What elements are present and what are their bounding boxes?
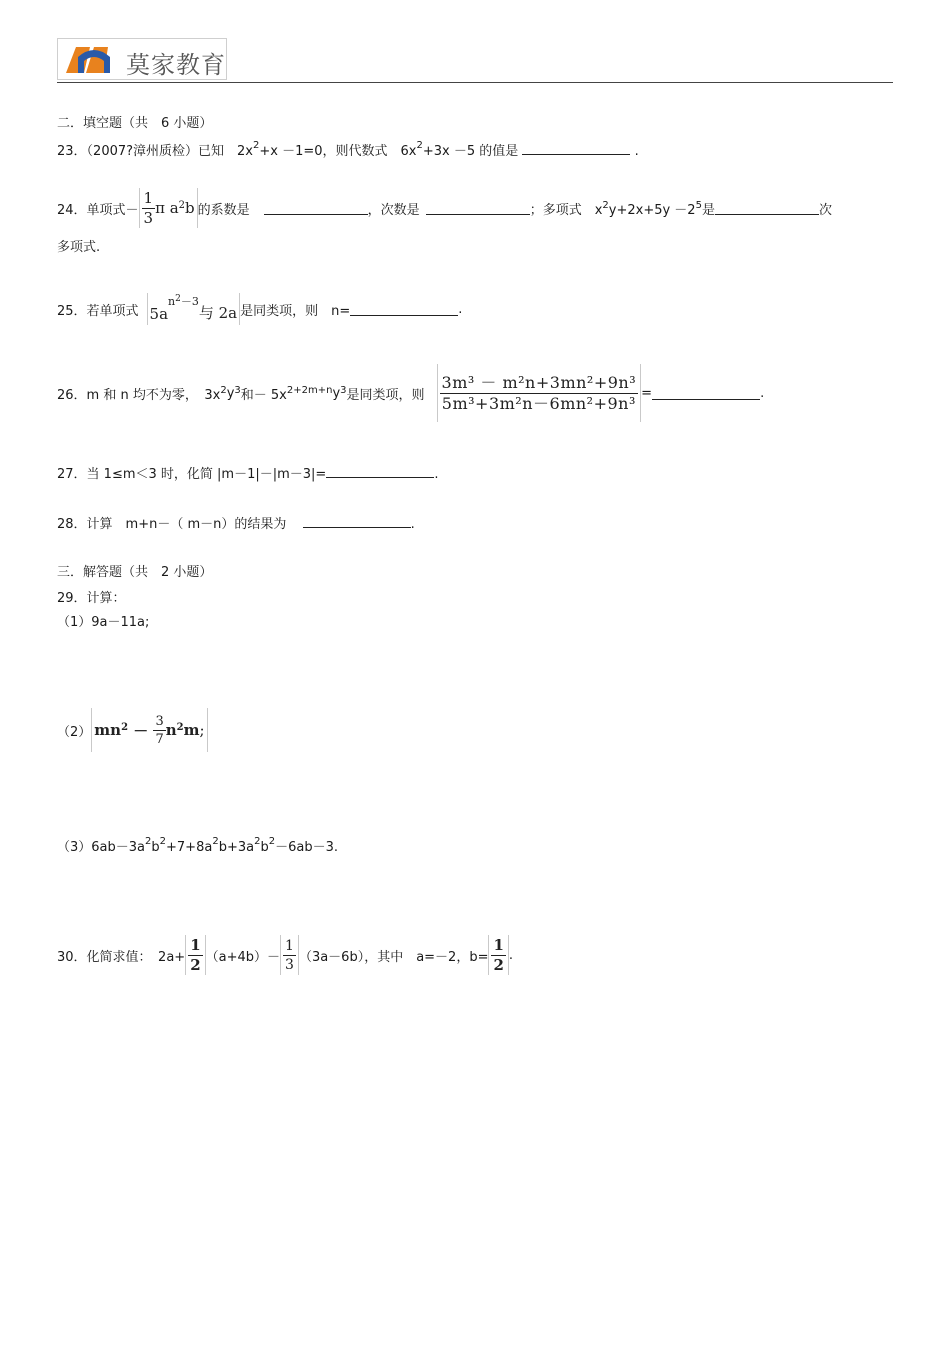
question-25	[57, 294, 462, 324]
q25-img-sup3: －3	[180, 295, 199, 308]
q24-text-a: 24．单项式－	[57, 202, 139, 218]
q29-p3-d: b+3a	[218, 840, 255, 855]
q29-p2-b: n	[165, 721, 177, 739]
q24-monomial-image: $\frac{1}{3}$ π a $^2$ b	[139, 188, 198, 228]
q23-text-c: +3x －5 的值是	[422, 144, 519, 159]
q29-p2-c: m	[183, 721, 200, 739]
q25-img-sup2: 2	[175, 294, 181, 304]
q24-text-b: 的系数是	[197, 202, 250, 218]
q23-end: .	[634, 144, 639, 159]
q24-line2: 多项式.	[57, 240, 101, 255]
question-29-title: 29．计算：	[57, 591, 126, 606]
question-29-part3	[57, 836, 338, 855]
q28-text-a: 28．计算 m+n－（ m－n）的结果为	[57, 517, 287, 532]
question-29-part2	[57, 708, 208, 752]
q25-img-b: 与 2a	[198, 304, 238, 322]
q30-frac1-num: 1	[190, 935, 201, 954]
q25-img-sup: n	[168, 295, 176, 308]
q26-fraction	[440, 372, 639, 413]
q26-frac-num: 3m³ － m²n+3mn²+9n³	[441, 372, 637, 392]
q29-p2-image: mn $^2$ － $\frac{3}{7}$ n $^2$ m ;	[91, 708, 207, 752]
q24-text-f: 是	[701, 202, 715, 218]
q29-p2-minus: －	[128, 721, 154, 740]
q29-p2-end: ;	[199, 721, 205, 739]
q26-answer-blank[interactable]	[652, 387, 760, 400]
q25-text-b: 是同类项，则 n=	[240, 303, 351, 319]
q23-text-a: 23．（2007?漳州质检）已知 2x	[57, 144, 253, 159]
q30-frac3-image	[488, 935, 508, 975]
q26-frac-den: 5m³+3m²n－6mn²+9n³	[441, 393, 636, 413]
q30-end: .	[508, 947, 514, 963]
q30-frac3-den: 2	[493, 955, 504, 974]
q24-frac-den: 3	[143, 208, 154, 227]
question-30	[57, 933, 513, 977]
q24-degree-blank[interactable]	[426, 202, 530, 215]
q30-text-b: （a+4b）－	[205, 949, 281, 965]
q30-frac2	[283, 939, 296, 972]
q25-img-a: 5a	[149, 305, 169, 323]
q30-frac2-num: 1	[285, 937, 294, 954]
q26-fraction-image	[437, 364, 642, 422]
q23-sup-b: 2	[416, 139, 423, 151]
q23-text-b: +x －1=0，则代数式 6x	[259, 144, 417, 159]
q30-frac1-image	[185, 935, 205, 975]
q24-polynomial-blank[interactable]	[715, 202, 819, 215]
q24-text-g: 次	[818, 202, 832, 218]
q29-p3-a: （3）6ab－3a	[57, 840, 145, 855]
q24-text-d: ；多项式 x	[529, 202, 603, 218]
q24-text-c: ，次数是	[367, 202, 420, 218]
question-26: 26．m 和 n 均不为零， 3x $^2$ y $^3$ 和－ 5x $^{2+2m+n}$ y $^3$ 是同类项，则 $\frac{\text{3m³ － m²n+3mn²+9n³}}{\text{5m³+3m²n－6mn²+9n³}}$ = .	[57, 364, 764, 422]
q26-text-d: y	[332, 385, 341, 401]
q26-text-a: 26．m 和 n 均不为零， 3x	[57, 387, 221, 403]
q30-frac1	[188, 935, 202, 974]
q29-p3-s2: 2	[159, 835, 167, 847]
question-29-part1: （1）9a－11a;	[57, 615, 150, 630]
q29-p3-e: b	[260, 840, 269, 855]
q29-p3-s3: 2	[212, 835, 219, 847]
question-24: 24．单项式－ $\frac{1}{3}$ π a $^2$ b 的系数是 ，次数是 ；多项式 x $^2$ y+2x+5y －2 $^5$ 是 次	[57, 188, 832, 227]
question-27	[57, 463, 438, 482]
q24-text-e: y+2x+5y －2	[608, 202, 696, 218]
q23-sup-a: 2	[253, 139, 260, 151]
q25-monomial-image	[147, 293, 241, 325]
logo-text: 莫家教育	[126, 51, 226, 79]
q30-text-c: （3a－6b），其中 a=－2，b=	[298, 949, 489, 965]
q26-text-b: y	[226, 385, 235, 401]
q25-answer-blank[interactable]	[350, 303, 458, 316]
q26-end: .	[760, 385, 765, 401]
q29-p2-a: mn	[94, 721, 122, 739]
q24-fraction	[142, 188, 156, 227]
q29-p2-frac-den: 7	[155, 731, 164, 747]
q29-p3-s4: 2	[254, 835, 261, 847]
question-28	[57, 513, 415, 532]
q26-text-e: 是同类项，则	[346, 387, 425, 403]
q30-frac1-den: 2	[190, 955, 201, 974]
q30-text-a: 30．化简求值： 2a+	[57, 949, 186, 965]
q29-p2-label: （2）	[57, 724, 92, 740]
q27-text-a: 27．当 1≤m＜3 时，化简 |m－1|－|m－3|=	[57, 467, 327, 482]
q23-answer-blank[interactable]	[522, 142, 630, 155]
q29-p2-fraction	[153, 715, 165, 746]
q29-p2-frac-num: 3	[155, 713, 164, 729]
q29-p3-b: b	[151, 840, 160, 855]
q28-answer-blank[interactable]	[303, 515, 411, 528]
logo-mark-icon	[64, 43, 124, 75]
q27-end: .	[434, 467, 439, 482]
q27-answer-blank[interactable]	[326, 465, 434, 478]
q25-text-a: 25．若单项式	[57, 303, 139, 319]
q28-end: .	[410, 517, 415, 532]
q30-frac3-num: 1	[493, 935, 504, 954]
q26-text-f: =	[641, 385, 653, 401]
q29-p3-c: +7+8a	[166, 840, 213, 855]
q24-img-b: b	[185, 199, 195, 217]
q24-coefficient-blank[interactable]	[264, 202, 368, 215]
header-divider	[57, 82, 893, 83]
q26-text-c: 和－ 5x	[240, 387, 287, 403]
q24-pi-a: π a	[155, 199, 179, 217]
q30-frac2-image	[280, 935, 299, 975]
q30-frac3	[491, 935, 505, 974]
q24-frac-num: 1	[143, 188, 154, 207]
section-title-fill: 二．填空题（共 6 小题）	[57, 116, 213, 131]
section-title-solve: 三．解答题（共 2 小题）	[57, 565, 213, 580]
q30-frac2-den: 3	[285, 956, 294, 973]
q25-end: .	[458, 301, 463, 317]
q29-p3-f: －6ab－3.	[275, 840, 338, 855]
q29-p3-s1: 2	[145, 835, 152, 847]
logo	[57, 38, 227, 80]
q29-p3-s5: 2	[268, 835, 276, 847]
question-23	[57, 140, 639, 159]
